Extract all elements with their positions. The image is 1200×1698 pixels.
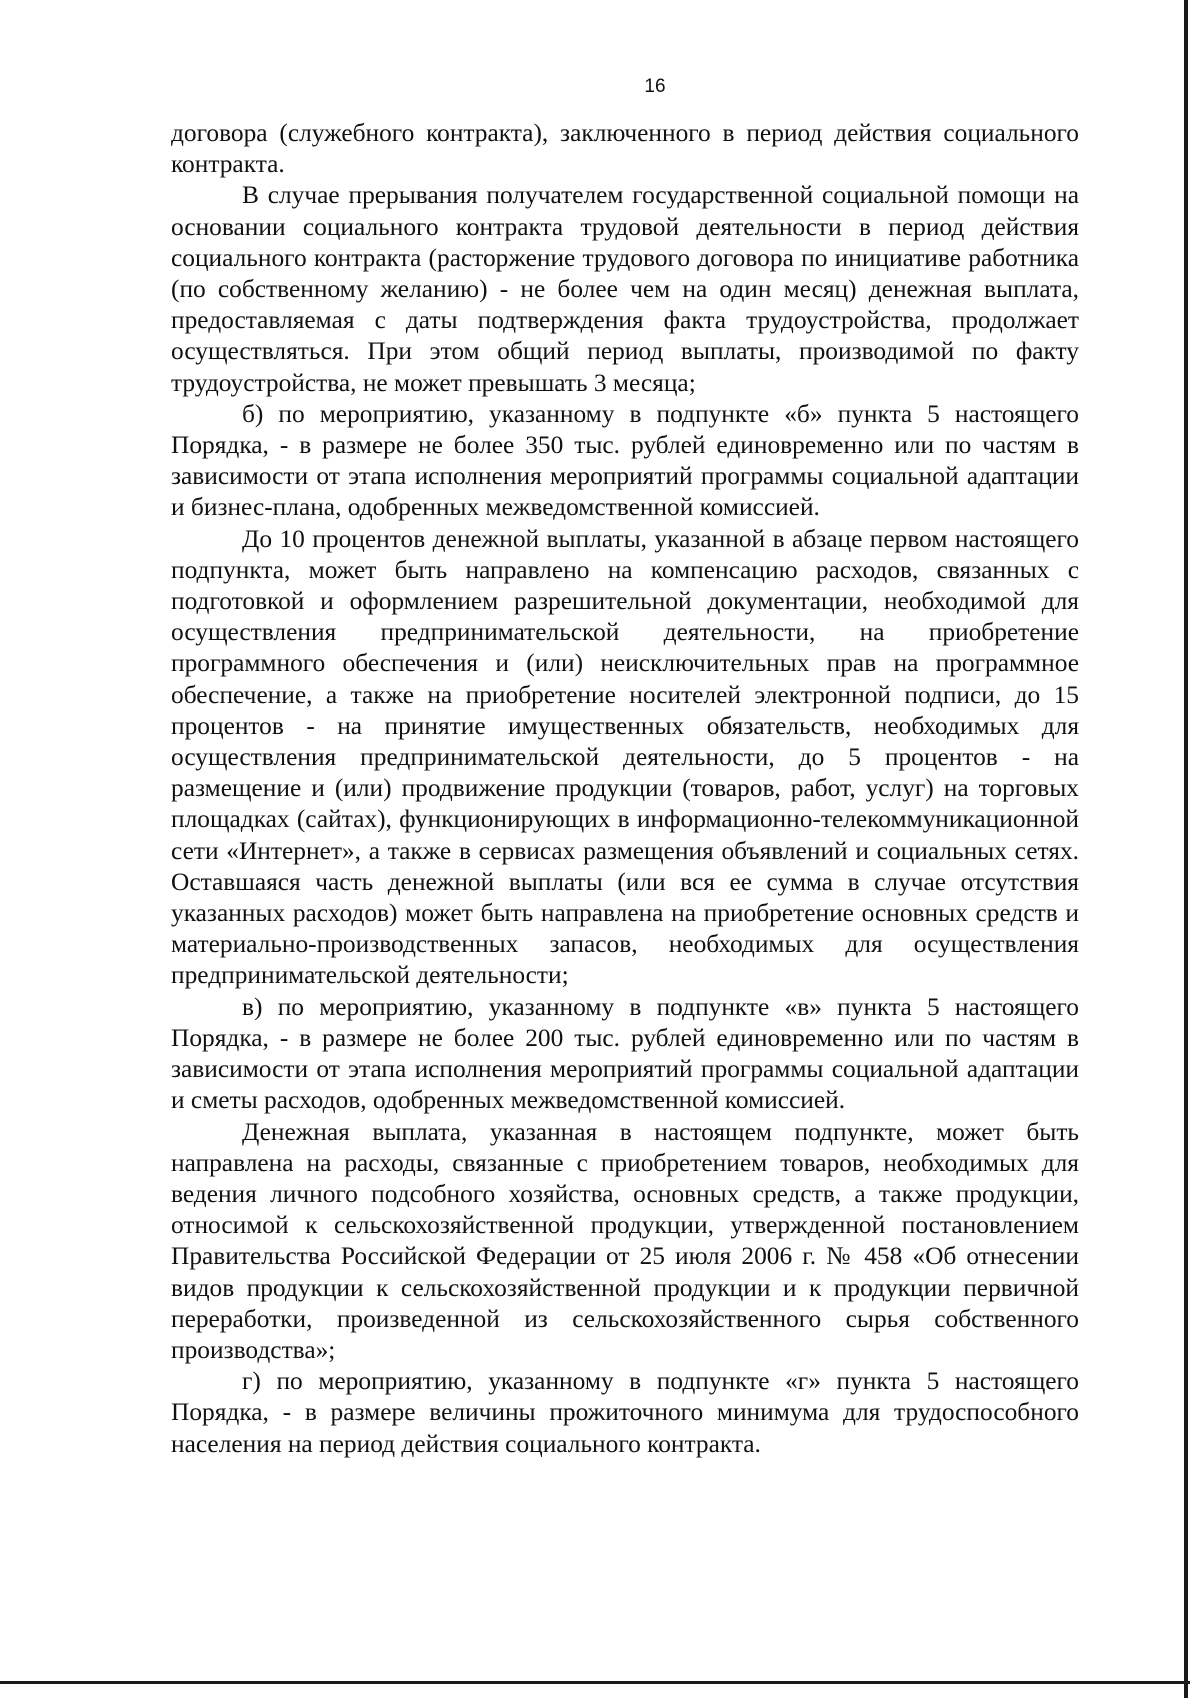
paragraph-subpoint-b: б) по мероприятию, указанному в подпункте «б» пункта 5 настоящего Порядка, - в размере не более 350 тыс. рублей единовременно или по частям в зависимости от этапа исполнения мероприятий программы социальной адаптации и бизнес-плана, одобренных межведомственной комиссией. bbox=[171, 399, 1079, 522]
scan-edge-right bbox=[1184, 0, 1188, 1698]
page-number: 16 bbox=[644, 76, 666, 97]
paragraph-subpoint-g: г) по мероприятию, указанному в подпункте «г» пункта 5 настоящего Порядка, - в размере величины прожиточного минимума для трудоспособного населения на период действия социального контракта. bbox=[171, 1367, 1079, 1458]
paragraph-household-expenses: Денежная выплата, указанная в настоящем подпункте, может быть направлена на расходы, связанные с приобретением товаров, необходимых для ведения личного подсобного хозяйства, основных средств, а также продукции, относимой к сельскохозяйственной продукции, утвержденной постановлением Правительства Российской Федерации от 25 июля 2006 г. № 458 «Об отнесении видов продукции к сельскохозяйственной продукции и к продукции первичной переработки, произведенной из сельскохозяйственного сырья собственного производства»; bbox=[171, 1117, 1079, 1364]
scan-edge-bottom bbox=[0, 1681, 1190, 1684]
document-body bbox=[171, 118, 1079, 1460]
paragraph-expense-shares: До 10 процентов денежной выплаты, указанной в абзаце первом настоящего подпункта, может быть направлено на компенсацию расходов, связанных с подготовкой и оформлением разрешительной документации, необходимой для осуществления предпринимательской деятельности, на приобретение программного обеспечения и (или) неисключительных прав на программное обеспечение, а также на приобретение носителей электронной подписи, до 15 процентов - на принятие имущественных обязательств, необходимых для осуществления предпринимательской деятельности, до 5 процентов - на размещение и (или) продвижение продукции (товаров, работ, услуг) на торговых площадках (сайтах), функционирующих в информационно-телекоммуникационной сети «Интернет», а также в сервисах размещения объявлений и социальных сетях. Оставшаяся часть денежной выплаты (или вся ее сумма в случае отсутствия указанных расходов) может быть направлена на приобретение основных средств и материально-производственных запасов, необходимых для осуществления предпринимательской деятельности; bbox=[171, 524, 1079, 990]
paragraph-continuation: договора (служебного контракта), заключенного в период действия социального контракта. bbox=[171, 119, 1079, 179]
paragraph-employment-interruption: В случае прерывания получателем государственной социальной помощи на основании социального контракта трудовой деятельности в период действия социального контракта (расторжение трудового договора по инициативе работника (по собственному желанию) - не более чем на один месяц) денежная выплата, предоставляемая с даты подтверждения факта трудоустройства, продолжает осуществляться. При этом общий период выплаты, производимой по факту трудоустройства, не может превышать 3 месяца; bbox=[171, 181, 1079, 397]
paragraph-subpoint-v: в) по мероприятию, указанному в подпункте «в» пункта 5 настоящего Порядка, - в размере не более 200 тыс. рублей единовременно или по частям в зависимости от этапа исполнения мероприятий программы социальной адаптации и сметы расходов, одобренных межведомственной комиссией. bbox=[171, 992, 1079, 1115]
